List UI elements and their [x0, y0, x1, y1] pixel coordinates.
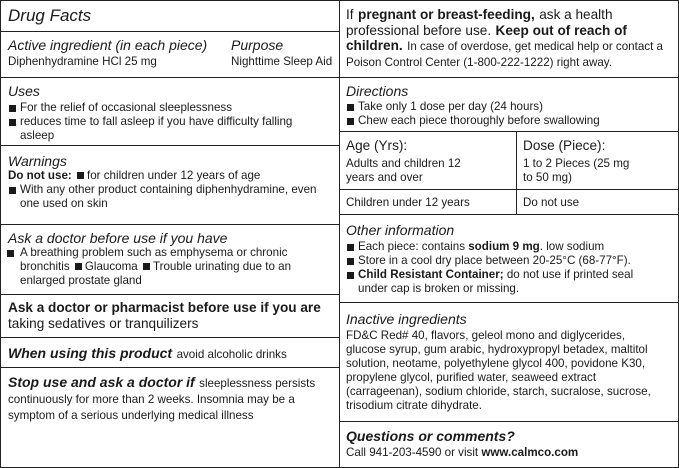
other-information-section [340, 215, 678, 303]
dose-header: Dose (Piece): [523, 138, 606, 153]
directions-item: Take only 1 dose per day (24 hours) [346, 100, 671, 114]
active-ingredient-heading: Active ingredient (in each piece) [8, 37, 208, 53]
ask-doctor-section [1, 225, 339, 295]
other-information-heading: Other information [346, 222, 455, 238]
ask-pharmacist-section [1, 295, 339, 338]
stop-use-heading: Stop use and ask a doctor if [8, 374, 195, 390]
dose-value: 1 to 2 Pieces (25 mg to 50 mg) [523, 156, 630, 184]
do-not-use-label: Do not use: [8, 169, 72, 182]
keep-out-of-reach: Keep out of reach of children. [346, 22, 627, 53]
pregnancy-bold: pregnant or breast-feeding, [358, 7, 535, 22]
directions-item: Chew each piece thoroughly before swallowing [346, 114, 671, 128]
questions-heading: Questions or comments? [346, 428, 515, 444]
other-info-item: Store in a cool dry place between 20-25°C (68-77°F). [346, 254, 666, 268]
ask-pharmacist-text: taking sedatives or tranquilizers [8, 315, 199, 331]
warning-item: With any other product containing diphenhydramine, even one used on skin [8, 183, 335, 211]
dose-table-cell [340, 132, 517, 190]
pregnancy-text: ask a health professional before use. [346, 7, 613, 38]
right-column [340, 1, 678, 467]
bullet-icon [77, 172, 84, 179]
pregnancy-lead: If [346, 7, 354, 22]
left-column [1, 1, 340, 467]
inactive-ingredients-heading: Inactive ingredients [346, 311, 467, 327]
bullet-icon [143, 263, 150, 270]
uses-item: For the relief of occasional sleeplessness [8, 101, 308, 115]
website-link[interactable]: www.calmco.com [481, 446, 579, 459]
purpose-value: Nighttime Sleep Aid [231, 55, 333, 68]
age-header: Age (Yrs): [346, 138, 408, 153]
overdose-text: In case of overdose, get medical help or contact a Poison Control Center (1-800-222-1222) right away. [346, 40, 663, 69]
when-using-heading: When using this product [8, 345, 173, 361]
other-info-item: Child Resistant Container; do not use if printed seal under cap is broken or missing. [346, 268, 666, 296]
active-ingredient-section [1, 32, 339, 78]
dose-table [340, 132, 678, 215]
age-value: Adults and children 12 years and over [346, 156, 461, 184]
bullet-icon [7, 250, 14, 257]
warnings-heading: Warnings [8, 153, 67, 169]
dose-table-cell [517, 190, 678, 215]
warning-item: for children under 12 years of age [87, 169, 261, 182]
ask-doctor-item: A breathing problem such as emphysema or chronic bronchitis [20, 246, 288, 273]
uses-item: reduces time to fall asleep if you have difficulty falling asleep [8, 115, 308, 143]
ask-doctor-item: Trouble urinating due to an enlarged prostate gland [20, 260, 292, 287]
purpose-heading: Purpose [231, 37, 284, 53]
uses-section [1, 78, 339, 146]
bullet-icon [75, 263, 82, 270]
ask-doctor-item: Glaucoma [84, 260, 138, 273]
title-section [1, 1, 339, 32]
inactive-ingredients-section [340, 303, 678, 422]
when-using-section [1, 338, 339, 368]
active-ingredient-value: Diphenhydramine HCl 25 mg [8, 55, 157, 68]
directions-section [340, 78, 678, 132]
other-info-item: Each piece: contains sodium 9 mg. low sodium [346, 240, 666, 254]
questions-section [340, 422, 678, 467]
dose-table-cell [340, 190, 517, 215]
ask-doctor-heading: Ask a doctor before use if you have [8, 230, 228, 246]
call-text: Call 941-203-4590 or visit [346, 446, 479, 459]
stop-use-text: sleeplessness persists continuously for more than 2 weeks. Insomnia may be a symptom of a serious underlying medical illness [8, 377, 316, 422]
when-using-text: avoid alcoholic drinks [176, 348, 287, 361]
panel-title: Drug Facts [8, 6, 92, 25]
dose-value: Do not use [523, 196, 580, 209]
warnings-section [1, 146, 339, 225]
age-value: Children under 12 years [346, 196, 470, 209]
directions-heading: Directions [346, 83, 409, 99]
ask-pharmacist-heading: Ask a doctor or pharmacist before use if you are [8, 300, 321, 315]
inactive-ingredients-text: FD&C Red# 40, flavors, geleol mono and diglycerides, glucose syrup, gum arabic, hydroxypropyl betadex, maltitol solution, neotame, polyethylene glycol 400, povidone K30, propylene glycol, purified water, seaweed extract (carrageenan), sodium chloride, starch, sucralose, sucrose, trisodium citrate dihydrate. [346, 329, 651, 412]
dose-table-cell [517, 132, 678, 190]
stop-use-section [1, 368, 339, 467]
pregnancy-section [340, 1, 678, 78]
uses-heading: Uses [8, 83, 40, 99]
